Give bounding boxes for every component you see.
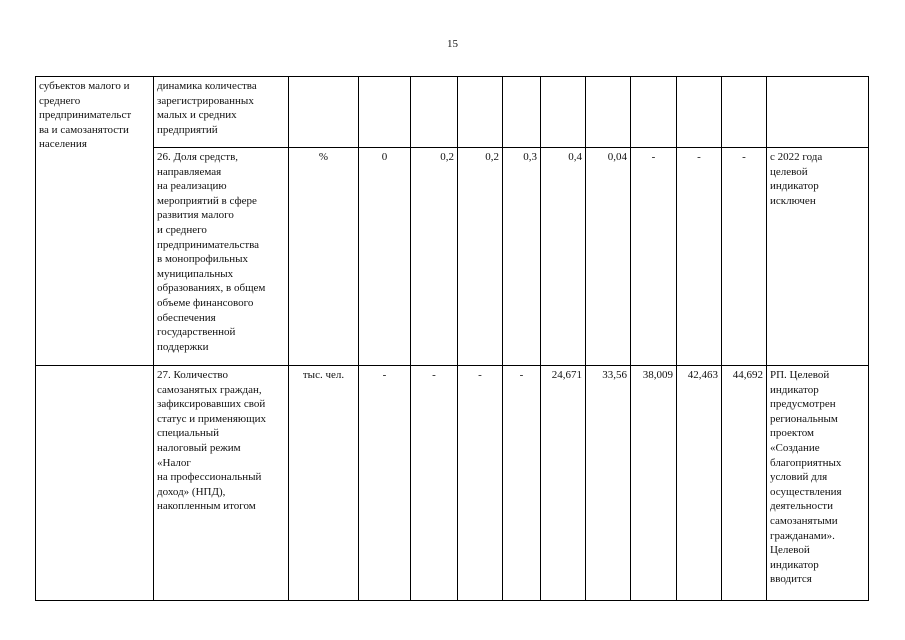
value-cell: - [458, 366, 503, 601]
value-cell [677, 77, 722, 148]
value-cell: - [631, 148, 677, 366]
value-cell: - [677, 148, 722, 366]
note-cell: РП. Целевой индикатор предусмотрен региональным проектом «Создание благоприятных условий для осуществления деятельности самозанятыми гражданами». Целевой индикатор вводится [767, 366, 869, 601]
indicator-cell: динамика количества зарегистрированных малых и средних предприятий [154, 77, 289, 148]
unit-cell [289, 77, 359, 148]
note-cell [767, 77, 869, 148]
indicators-table [35, 76, 869, 601]
value-cell: - [503, 366, 541, 601]
value-cell: 44,692 [722, 366, 767, 601]
value-cell: - [411, 366, 458, 601]
value-cell: 0,04 [586, 148, 631, 366]
indicator-cell: 27. Количество самозанятых граждан, зафиксировавших свой статус и применяющих специальный налоговый режим «Налог на профессиональный доход» (НПД), накопленным итогом [154, 366, 289, 601]
value-cell [631, 77, 677, 148]
value-cell [541, 77, 586, 148]
value-cell: 0,2 [458, 148, 503, 366]
value-cell: 0 [359, 148, 411, 366]
value-cell [586, 77, 631, 148]
value-cell: 0,3 [503, 148, 541, 366]
value-cell: 38,009 [631, 366, 677, 601]
unit-cell: % [289, 148, 359, 366]
table-row [36, 148, 869, 366]
indicator-cell: 26. Доля средств, направляемая на реализацию мероприятий в сфере развития малого и среднего предпринимательства в монопрофильных муниципальных образованиях, в общем объеме финансового обеспечения государственной поддержки [154, 148, 289, 366]
value-cell: 42,463 [677, 366, 722, 601]
table-row [36, 366, 869, 601]
value-cell: 24,671 [541, 366, 586, 601]
value-cell [458, 77, 503, 148]
table-row [36, 77, 869, 148]
value-cell [359, 77, 411, 148]
value-cell: - [359, 366, 411, 601]
value-cell [503, 77, 541, 148]
value-cell: - [722, 148, 767, 366]
value-cell: 0,2 [411, 148, 458, 366]
unit-cell: тыс. чел. [289, 366, 359, 601]
page-number: 15 [447, 38, 458, 50]
value-cell [722, 77, 767, 148]
goal-cell [36, 366, 154, 601]
value-cell: 33,56 [586, 366, 631, 601]
note-cell: с 2022 года целевой индикатор исключен [767, 148, 869, 366]
goal-cell: субъектов малого и среднего предпринимательст ва и самозанятости населения [36, 77, 154, 366]
value-cell [411, 77, 458, 148]
value-cell: 0,4 [541, 148, 586, 366]
